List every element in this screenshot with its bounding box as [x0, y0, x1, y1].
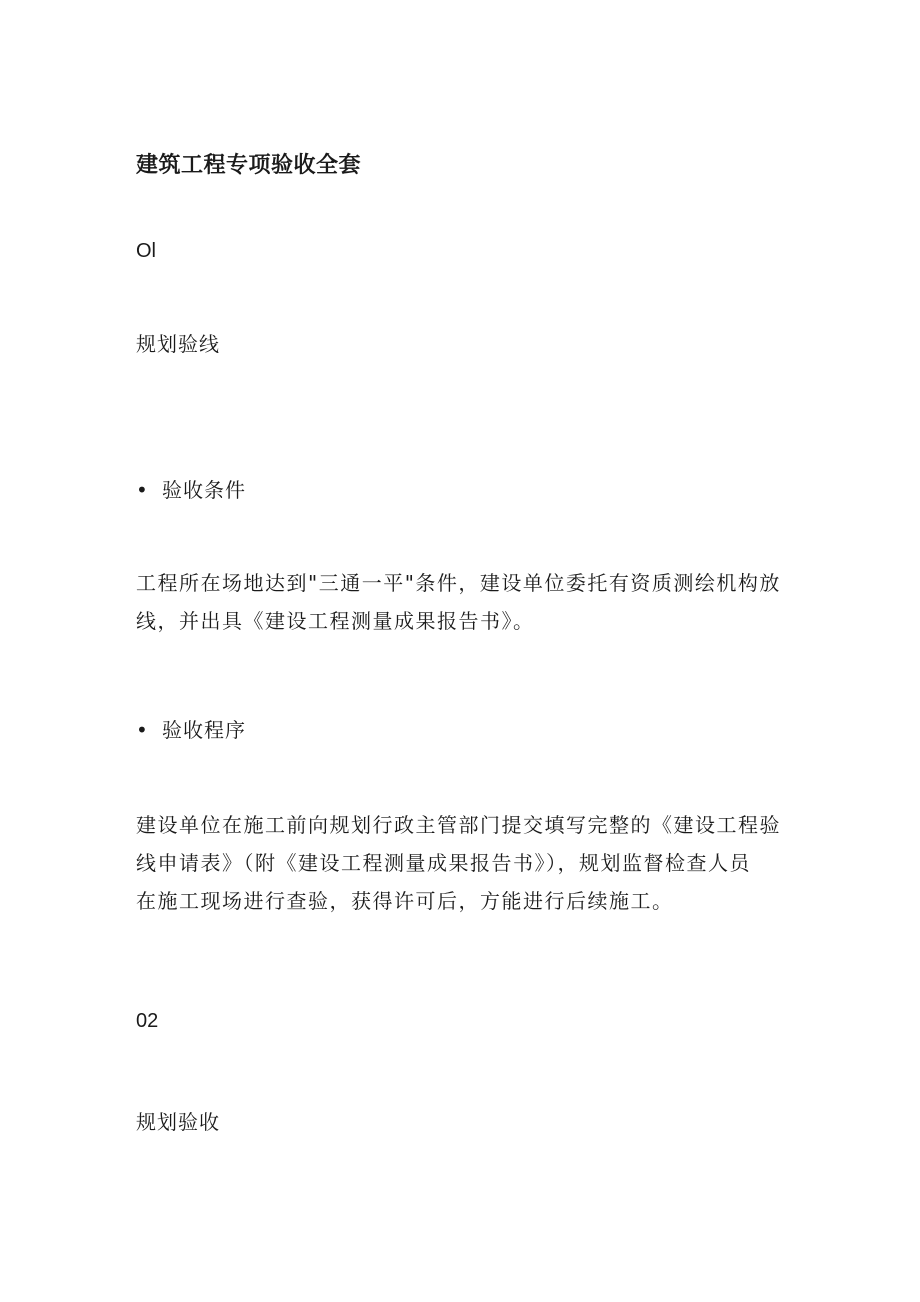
bullet-icon: •	[136, 478, 149, 502]
bullet-item	[136, 714, 246, 743]
paragraph-line: 线申请表》（附《建设工程测量成果报告书》），规划监督检查人员	[136, 851, 751, 875]
paragraph-line: 线，并出具《建设工程测量成果报告书》。	[136, 609, 535, 633]
paragraph	[136, 806, 796, 920]
bullet-icon: •	[136, 718, 149, 742]
document-title: 建筑工程专项验收全套	[136, 153, 362, 178]
bullet-label: 验收程序	[162, 718, 246, 742]
section-heading: 规划验线	[136, 332, 220, 356]
section-heading: 规划验收	[136, 1110, 220, 1134]
bullet-item	[136, 474, 246, 503]
section-number: Ol	[136, 240, 156, 262]
paragraph-line: 建设单位在施工前向规划行政主管部门提交填写完整的《建设工程验	[136, 813, 781, 837]
paragraph-line: 工程所在场地达到"三通一平"条件，建设单位委托有资质测绘机构放	[136, 571, 781, 595]
paragraph	[136, 564, 796, 640]
bullet-label: 验收条件	[162, 478, 246, 502]
section-number: 02	[136, 1010, 159, 1032]
paragraph-line: 在施工现场进行查验，获得许可后，方能进行后续施工。	[136, 889, 674, 913]
